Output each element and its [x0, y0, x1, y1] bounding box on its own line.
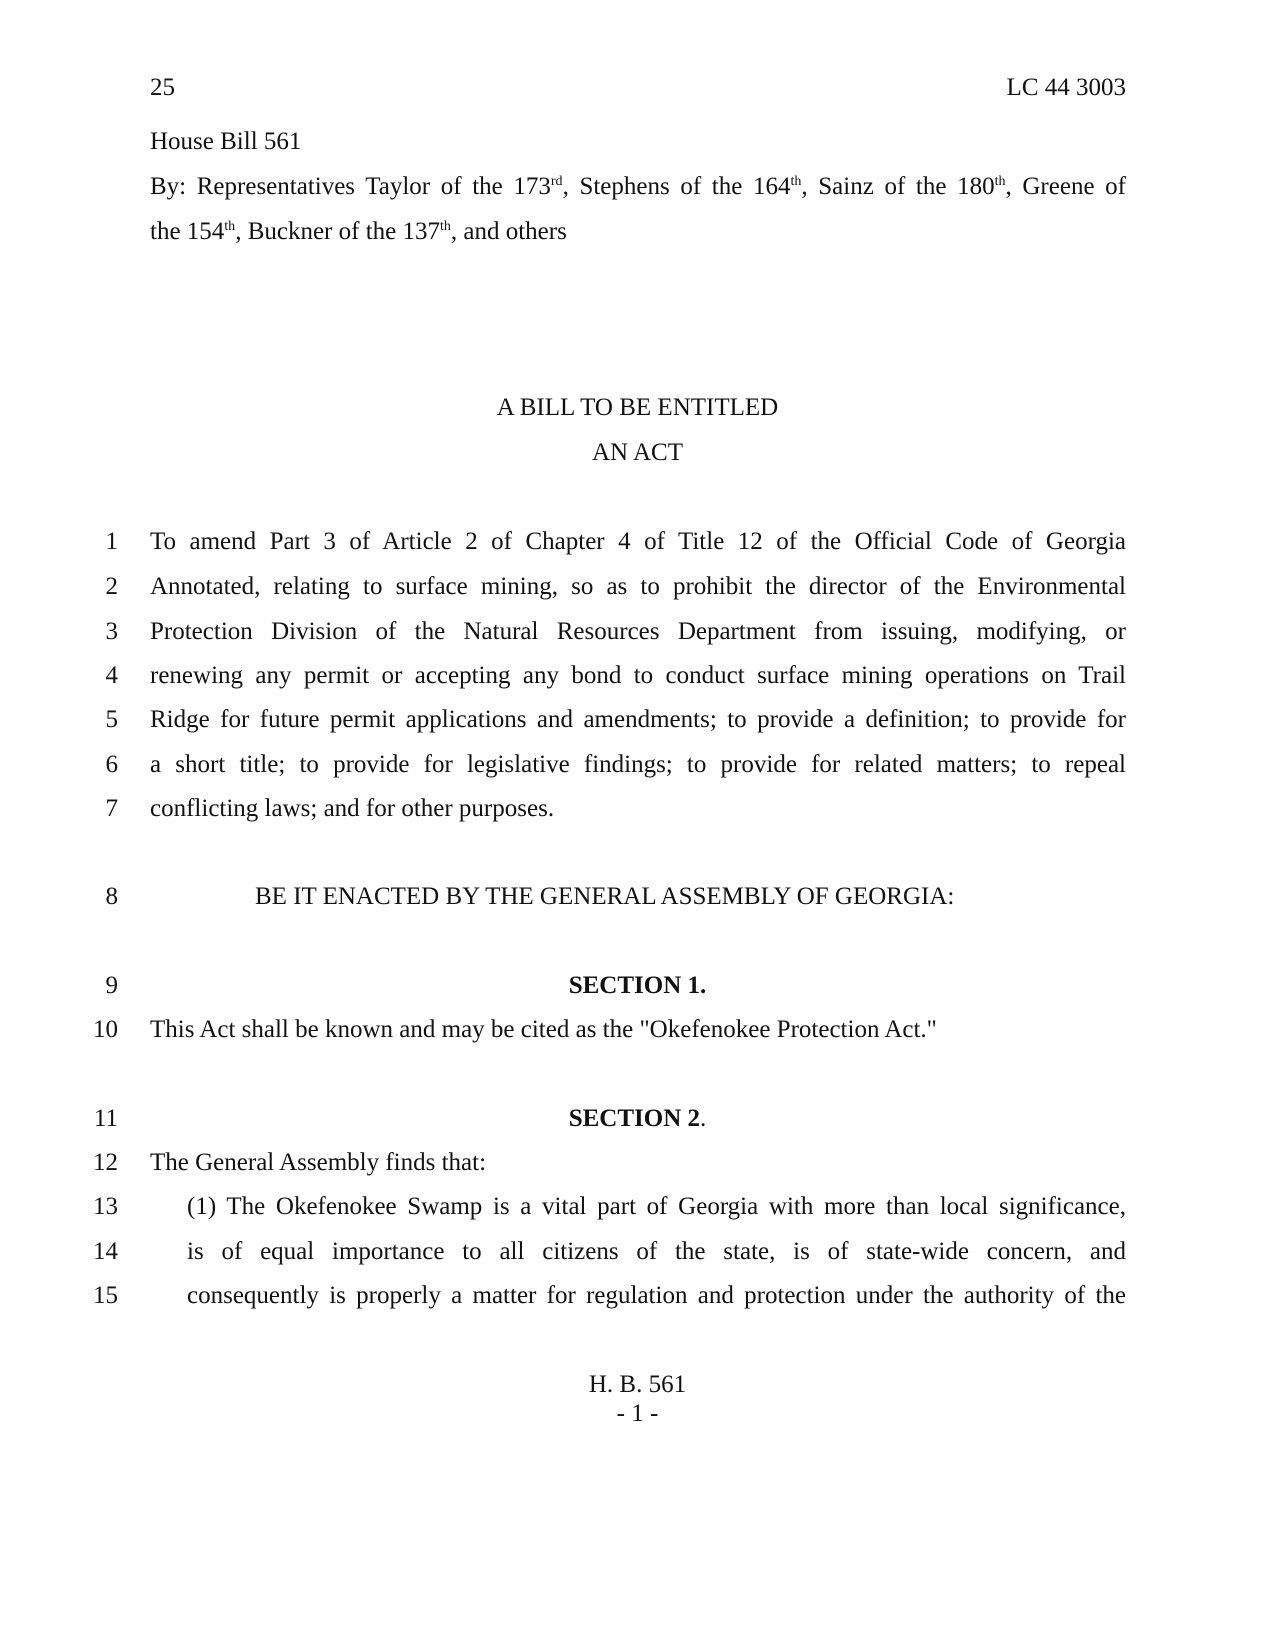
enacting-clause: BE IT ENACTED BY THE GENERAL ASSEMBLY OF GEORGIA: [255, 883, 955, 910]
line-number: 4 [105, 662, 118, 689]
body-line: conflicting laws; and for other purposes. [150, 795, 555, 822]
line-number: 8 [105, 883, 118, 910]
page-code: 25 [150, 74, 175, 101]
lc-number: LC 44 3003 [1006, 74, 1126, 101]
body-line: This Act shall be known and may be cited as the "Okefenokee Protection Act." [150, 1016, 937, 1043]
section-1-heading: SECTION 1. [568, 972, 707, 999]
bill-title: House Bill 561 [150, 128, 302, 155]
body-line: Ridge for future permit applications and amendments; to provide a definition; to provide for [150, 706, 1126, 733]
line-number: 6 [105, 751, 118, 778]
line-number: 11 [93, 1105, 118, 1132]
section-2-heading: SECTION 2. [568, 1105, 707, 1132]
line-number: 15 [93, 1282, 118, 1309]
sponsors-line-1: By: Representatives Taylor of the 173rd, Stephens of the 164th, Sainz of the 180th, Greene of [150, 173, 1126, 200]
heading-an-act: AN ACT [592, 439, 683, 466]
heading-bill-entitled: A BILL TO BE ENTITLED [496, 394, 779, 421]
line-number: 1 [105, 528, 118, 555]
line-number: 12 [93, 1149, 118, 1176]
line-number: 14 [93, 1238, 118, 1265]
line-number: 5 [105, 706, 118, 733]
footer-page-number: - 1 - [616, 1400, 659, 1427]
body-line: The General Assembly finds that: [150, 1149, 487, 1176]
body-line: a short title; to provide for legislative findings; to provide for related matters; to repeal [150, 751, 1126, 778]
body-line: consequently is properly a matter for regulation and protection under the authority of the [187, 1282, 1126, 1309]
body-line: Annotated, relating to surface mining, so as to prohibit the director of the Environmental [150, 573, 1126, 600]
line-number: 9 [105, 972, 118, 999]
line-number: 3 [105, 618, 118, 645]
body-line: is of equal importance to all citizens of the state, is of state-wide concern, and [187, 1238, 1126, 1265]
body-line: renewing any permit or accepting any bond to conduct surface mining operations on Trail [150, 662, 1126, 689]
line-number: 10 [93, 1016, 118, 1043]
body-line: Protection Division of the Natural Resources Department from issuing, modifying, or [150, 618, 1126, 645]
footer-bill-ref: H. B. 561 [588, 1371, 687, 1398]
line-number: 7 [105, 795, 118, 822]
body-line: To amend Part 3 of Article 2 of Chapter 4 of Title 12 of the Official Code of Georgia [150, 528, 1126, 555]
body-line: (1) The Okefenokee Swamp is a vital part of Georgia with more than local significance, [187, 1193, 1126, 1220]
sponsors-line-2: the 154th, Buckner of the 137th, and others [150, 218, 567, 245]
line-number: 2 [105, 573, 118, 600]
line-number: 13 [93, 1193, 118, 1220]
